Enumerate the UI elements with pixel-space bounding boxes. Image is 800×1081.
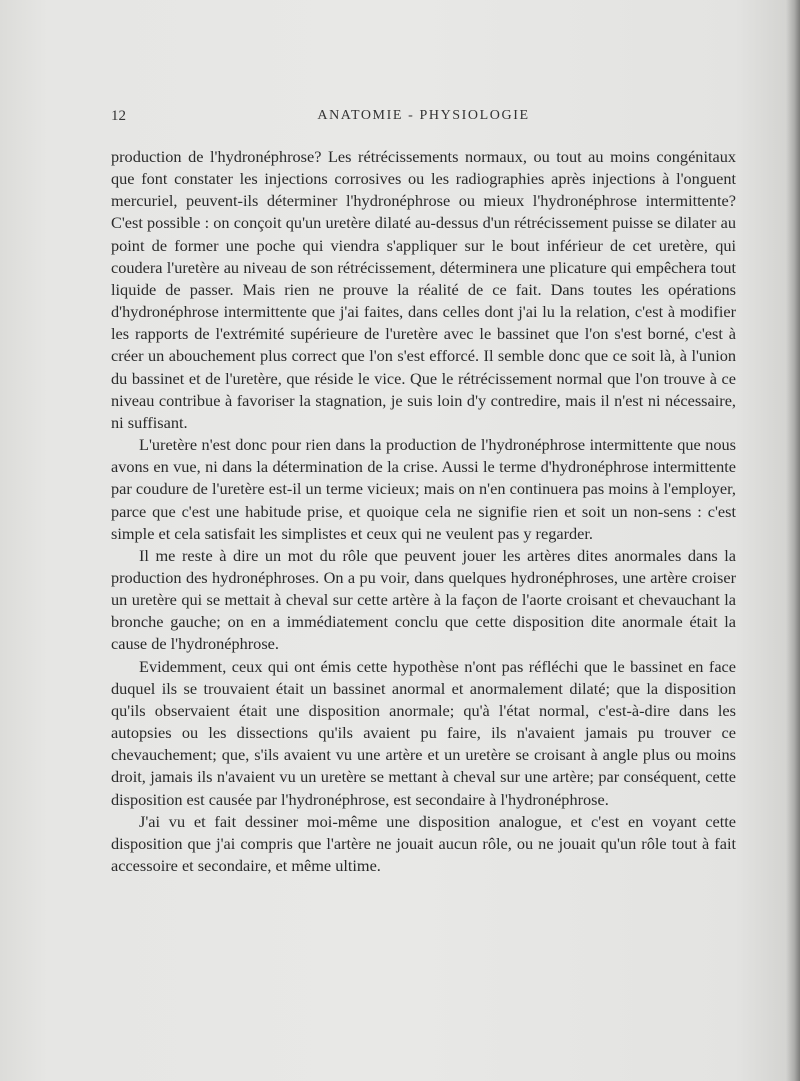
paragraph: J'ai vu et fait dessiner moi-même une disposition analogue, et c'est en voyant cette disposition que j'ai compris que l'artère ne jouait aucun rôle, ou ne jouait qu'un rôle tout à fait accessoire et secondaire, et même ultime. xyxy=(111,811,736,875)
body-text xyxy=(111,146,736,877)
page-edge-shadow xyxy=(786,0,800,1081)
paragraph: Il me reste à dire un mot du rôle que peuvent jouer les artères dites anormales dans la production des hydronéphroses. On a pu voir, dans quelques hydronéphroses, une artère croiser un uretère qui se mettait à cheval sur cette artère à la façon de l'aorte croisant et chevauchant la bronche gauche; on en a immédiatement conclu que cette disposition dite anormale était la cause de l'hydronéphrose. xyxy=(111,545,736,654)
running-title: ANATOMIE - PHYSIOLOGIE xyxy=(317,108,530,123)
paragraph: production de l'hydronéphrose? Les rétrécissements normaux, ou tout au moins congénitaux que font constater les injections corrosives ou les radiographies après injections à l'onguent mercuriel, peuvent-ils déterminer l'hydronéphrose ou mieux l'hydronéphrose intermittente? C'est possible : on conçoit qu'un uretère dilaté au-dessus d'un rétrécissement puisse se dilater au point de former une poche qui viendra s'appliquer sur le bout inférieur de cet uretère, qui coudera l'uretère au niveau de son rétrécissement, déterminera une plicature qui empêchera tout liquide de passer. Mais rien ne prouve la réalité de ce fait. Dans toutes les opérations d'hydronéphrose intermittente que j'ai faites, dans celles dont j'ai lu la relation, c'est à modifier les rapports de l'extrémité supérieure de l'uretère avec le bassinet que l'on s'est borné, c'est à créer un abouchement plus correct que l'on s'est efforcé. Il semble donc que ce soit là, à l'union du bassinet et de l'uretère, que réside le vice. Que le rétrécissement normal que l'on trouve à ce niveau contribue à favoriser la stagnation, je suis loin d'y contredire, mais il n'est ni nécessaire, ni suffisant. xyxy=(111,147,736,432)
paragraph: L'uretère n'est donc pour rien dans la production de l'hydronéphrose intermittente que nous avons en vue, ni dans la détermination de la crise. Aussi le terme d'hydronéphrose intermittente par coudure de l'uretère est-il un terme vicieux; mais on n'en continuera pas moins à l'employer, parce que c'est une habitude prise, et quoique cela ne signifie rien et soit un non-sens : c'est simple et cela satisfait les simplistes et ceux qui ne veulent pas y regarder. xyxy=(111,435,736,543)
paragraph: Evidemment, ceux qui ont émis cette hypothèse n'ont pas réfléchi que le bassinet en face duquel ils se trouvaient était un bassinet anormal et anormalement dilaté; que la disposition qu'ils observaient était une disposition anormale; qu'à l'état normal, c'est-à-dire dans les autopsies ou les dissections qu'ils avaient pu faire, ils n'avaient jamais pu trouver ce chevauchement; que, s'ils avaient vu une artère et un uretère se croisant à angle plus ou moins droit, jamais ils n'avaient vu un uretère se mettant à cheval sur une artère; par conséquent, cette disposition est causée par l'hydronéphrose, est secondaire à l'hydronéphrose. xyxy=(111,656,736,809)
running-header xyxy=(111,108,736,130)
page-number: 12 xyxy=(111,108,126,124)
